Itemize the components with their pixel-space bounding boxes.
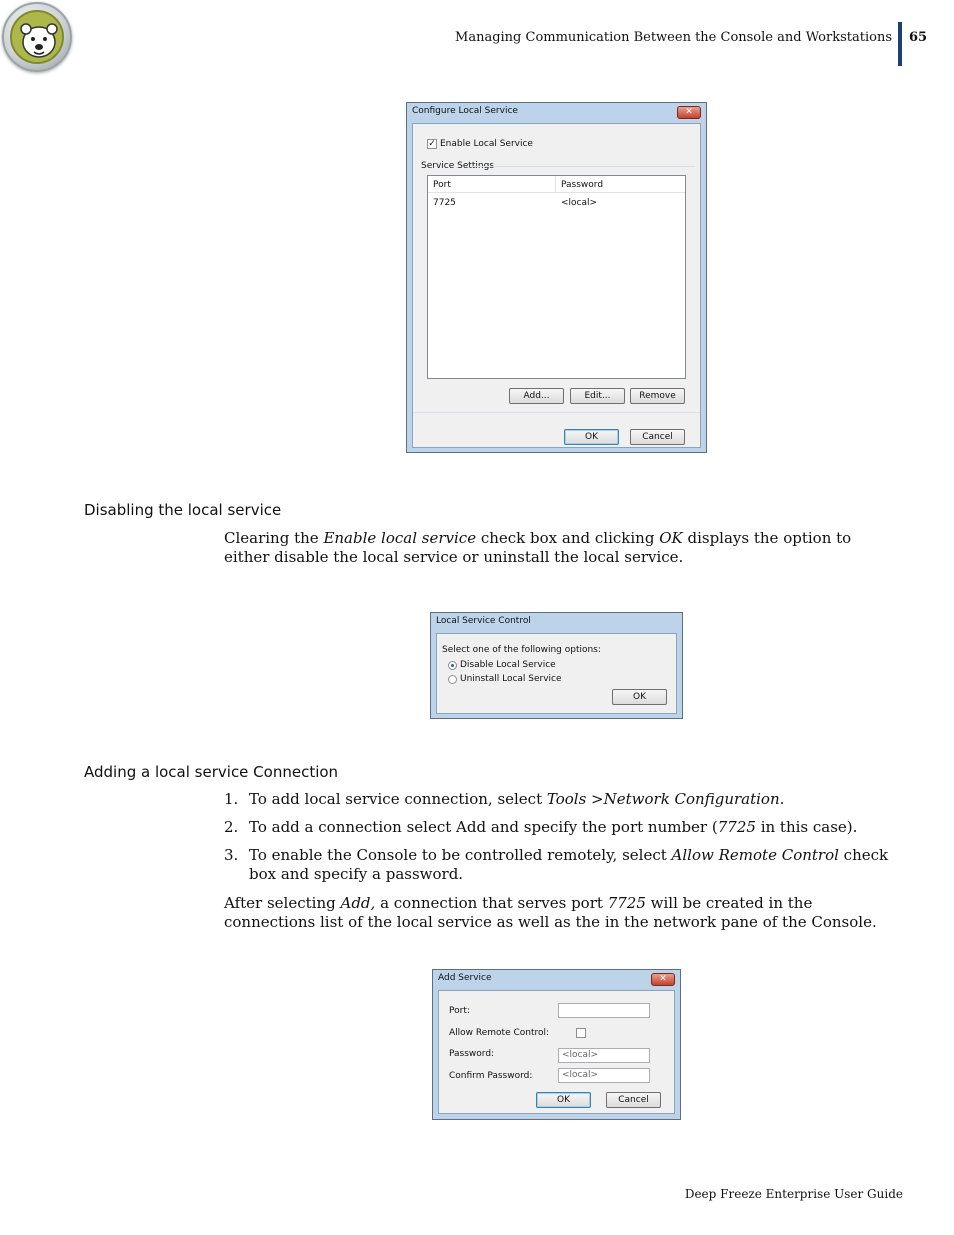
column-header-port[interactable]: Port <box>428 176 556 193</box>
disable-local-service-radio[interactable] <box>448 661 457 670</box>
list-item-password[interactable]: <local> <box>561 198 598 208</box>
emphasis-text: 7725 <box>607 894 646 912</box>
after-selecting-paragraph <box>224 894 899 932</box>
emphasis-text: Tools >Network Configuration <box>546 790 780 808</box>
options-prompt: Select one of the following options: <box>442 645 601 655</box>
dialog-body <box>438 990 675 1114</box>
service-settings-label: Service Settings <box>421 161 495 171</box>
close-icon[interactable]: ✕ <box>651 973 675 986</box>
disabling-paragraph <box>224 529 899 567</box>
add-service-dialog <box>432 969 681 1120</box>
footer-text: Deep Freeze Enterprise User Guide <box>684 1187 903 1201</box>
ok-button[interactable]: OK <box>564 429 619 445</box>
footer-separator <box>413 412 700 413</box>
ok-button[interactable]: OK <box>536 1092 591 1108</box>
dialog-body <box>436 633 677 714</box>
port-field[interactable] <box>558 1003 650 1018</box>
local-service-control-dialog <box>430 612 683 719</box>
disable-local-service-label: Disable Local Service <box>460 660 556 670</box>
text-span: To add local service connection, select <box>249 790 547 808</box>
configure-local-service-dialog <box>406 102 707 453</box>
step-number: 1. <box>224 790 239 808</box>
list-item <box>224 818 899 837</box>
add-button[interactable]: Add... <box>509 388 564 404</box>
close-icon[interactable]: ✕ <box>677 106 701 119</box>
text-span: To add a connection select Add and specify the port number ( <box>249 818 718 836</box>
port-label: Port: <box>449 1006 470 1016</box>
step-number: 2. <box>224 818 239 836</box>
confirm-password-field[interactable]: <local> <box>558 1068 650 1083</box>
cancel-button[interactable]: Cancel <box>606 1092 661 1108</box>
text-span: . <box>779 790 785 808</box>
password-field[interactable]: <local> <box>558 1048 650 1063</box>
text-span: To enable the Console to be controlled remotely, select <box>249 846 672 864</box>
text-span: a connection that serves port <box>375 894 608 912</box>
text-span: in this case). <box>755 818 858 836</box>
list-item-port[interactable]: 7725 <box>433 198 456 208</box>
text-span: will be created in the connections list of the local service as well as the in the network pane of the Console. <box>224 894 877 931</box>
remove-button[interactable]: Remove <box>630 388 685 404</box>
page-number: 65 <box>909 30 928 45</box>
uninstall-local-service-radio[interactable] <box>448 675 457 684</box>
text-span: Clearing the <box>224 529 324 547</box>
header-divider <box>898 22 902 66</box>
emphasis-text: Add, <box>340 894 376 912</box>
text-span: check box and clicking <box>476 529 660 547</box>
text-span: check box and specify a password. <box>249 846 889 883</box>
section-heading-disabling: Disabling the local service <box>84 501 282 519</box>
step-number: 3. <box>224 846 239 864</box>
dialog-title: Local Service Control <box>436 616 531 626</box>
service-list[interactable] <box>427 175 686 379</box>
faronics-bear-logo <box>2 2 72 72</box>
steps-list <box>224 790 899 893</box>
text-span: After selecting <box>224 894 341 912</box>
allow-remote-control-label: Allow Remote Control: <box>449 1028 550 1038</box>
cancel-button[interactable]: Cancel <box>630 429 685 445</box>
polar-bear-icon <box>14 14 64 64</box>
emphasis-text: Allow Remote Control <box>671 846 839 864</box>
enable-local-service-checkbox[interactable]: ✓ <box>428 139 436 149</box>
header-title: Managing Communication Between the Console and Workstations <box>455 30 892 45</box>
emphasis-text: Enable local service <box>323 529 477 547</box>
emphasis-text: OK <box>659 529 683 547</box>
ok-button[interactable]: OK <box>612 689 667 705</box>
dialog-title: Configure Local Service <box>412 106 518 116</box>
list-item <box>224 846 899 884</box>
confirm-password-label: Confirm Password: <box>449 1071 533 1081</box>
dialog-body <box>412 123 701 448</box>
dialog-title: Add Service <box>438 973 492 983</box>
enable-local-service-label: Enable Local Service <box>440 139 533 149</box>
uninstall-local-service-label: Uninstall Local Service <box>460 674 562 684</box>
column-header-password[interactable]: Password <box>556 176 685 193</box>
group-separator <box>473 166 695 167</box>
list-item <box>224 790 899 809</box>
edit-button[interactable]: Edit... <box>570 388 625 404</box>
emphasis-text: 7725 <box>717 818 756 836</box>
text-span: displays the option to either disable the local service or uninstall the local service. <box>224 529 852 566</box>
allow-remote-control-checkbox[interactable] <box>576 1028 586 1038</box>
section-heading-adding: Adding a local service Connection <box>84 763 339 781</box>
password-label: Password: <box>449 1049 495 1059</box>
